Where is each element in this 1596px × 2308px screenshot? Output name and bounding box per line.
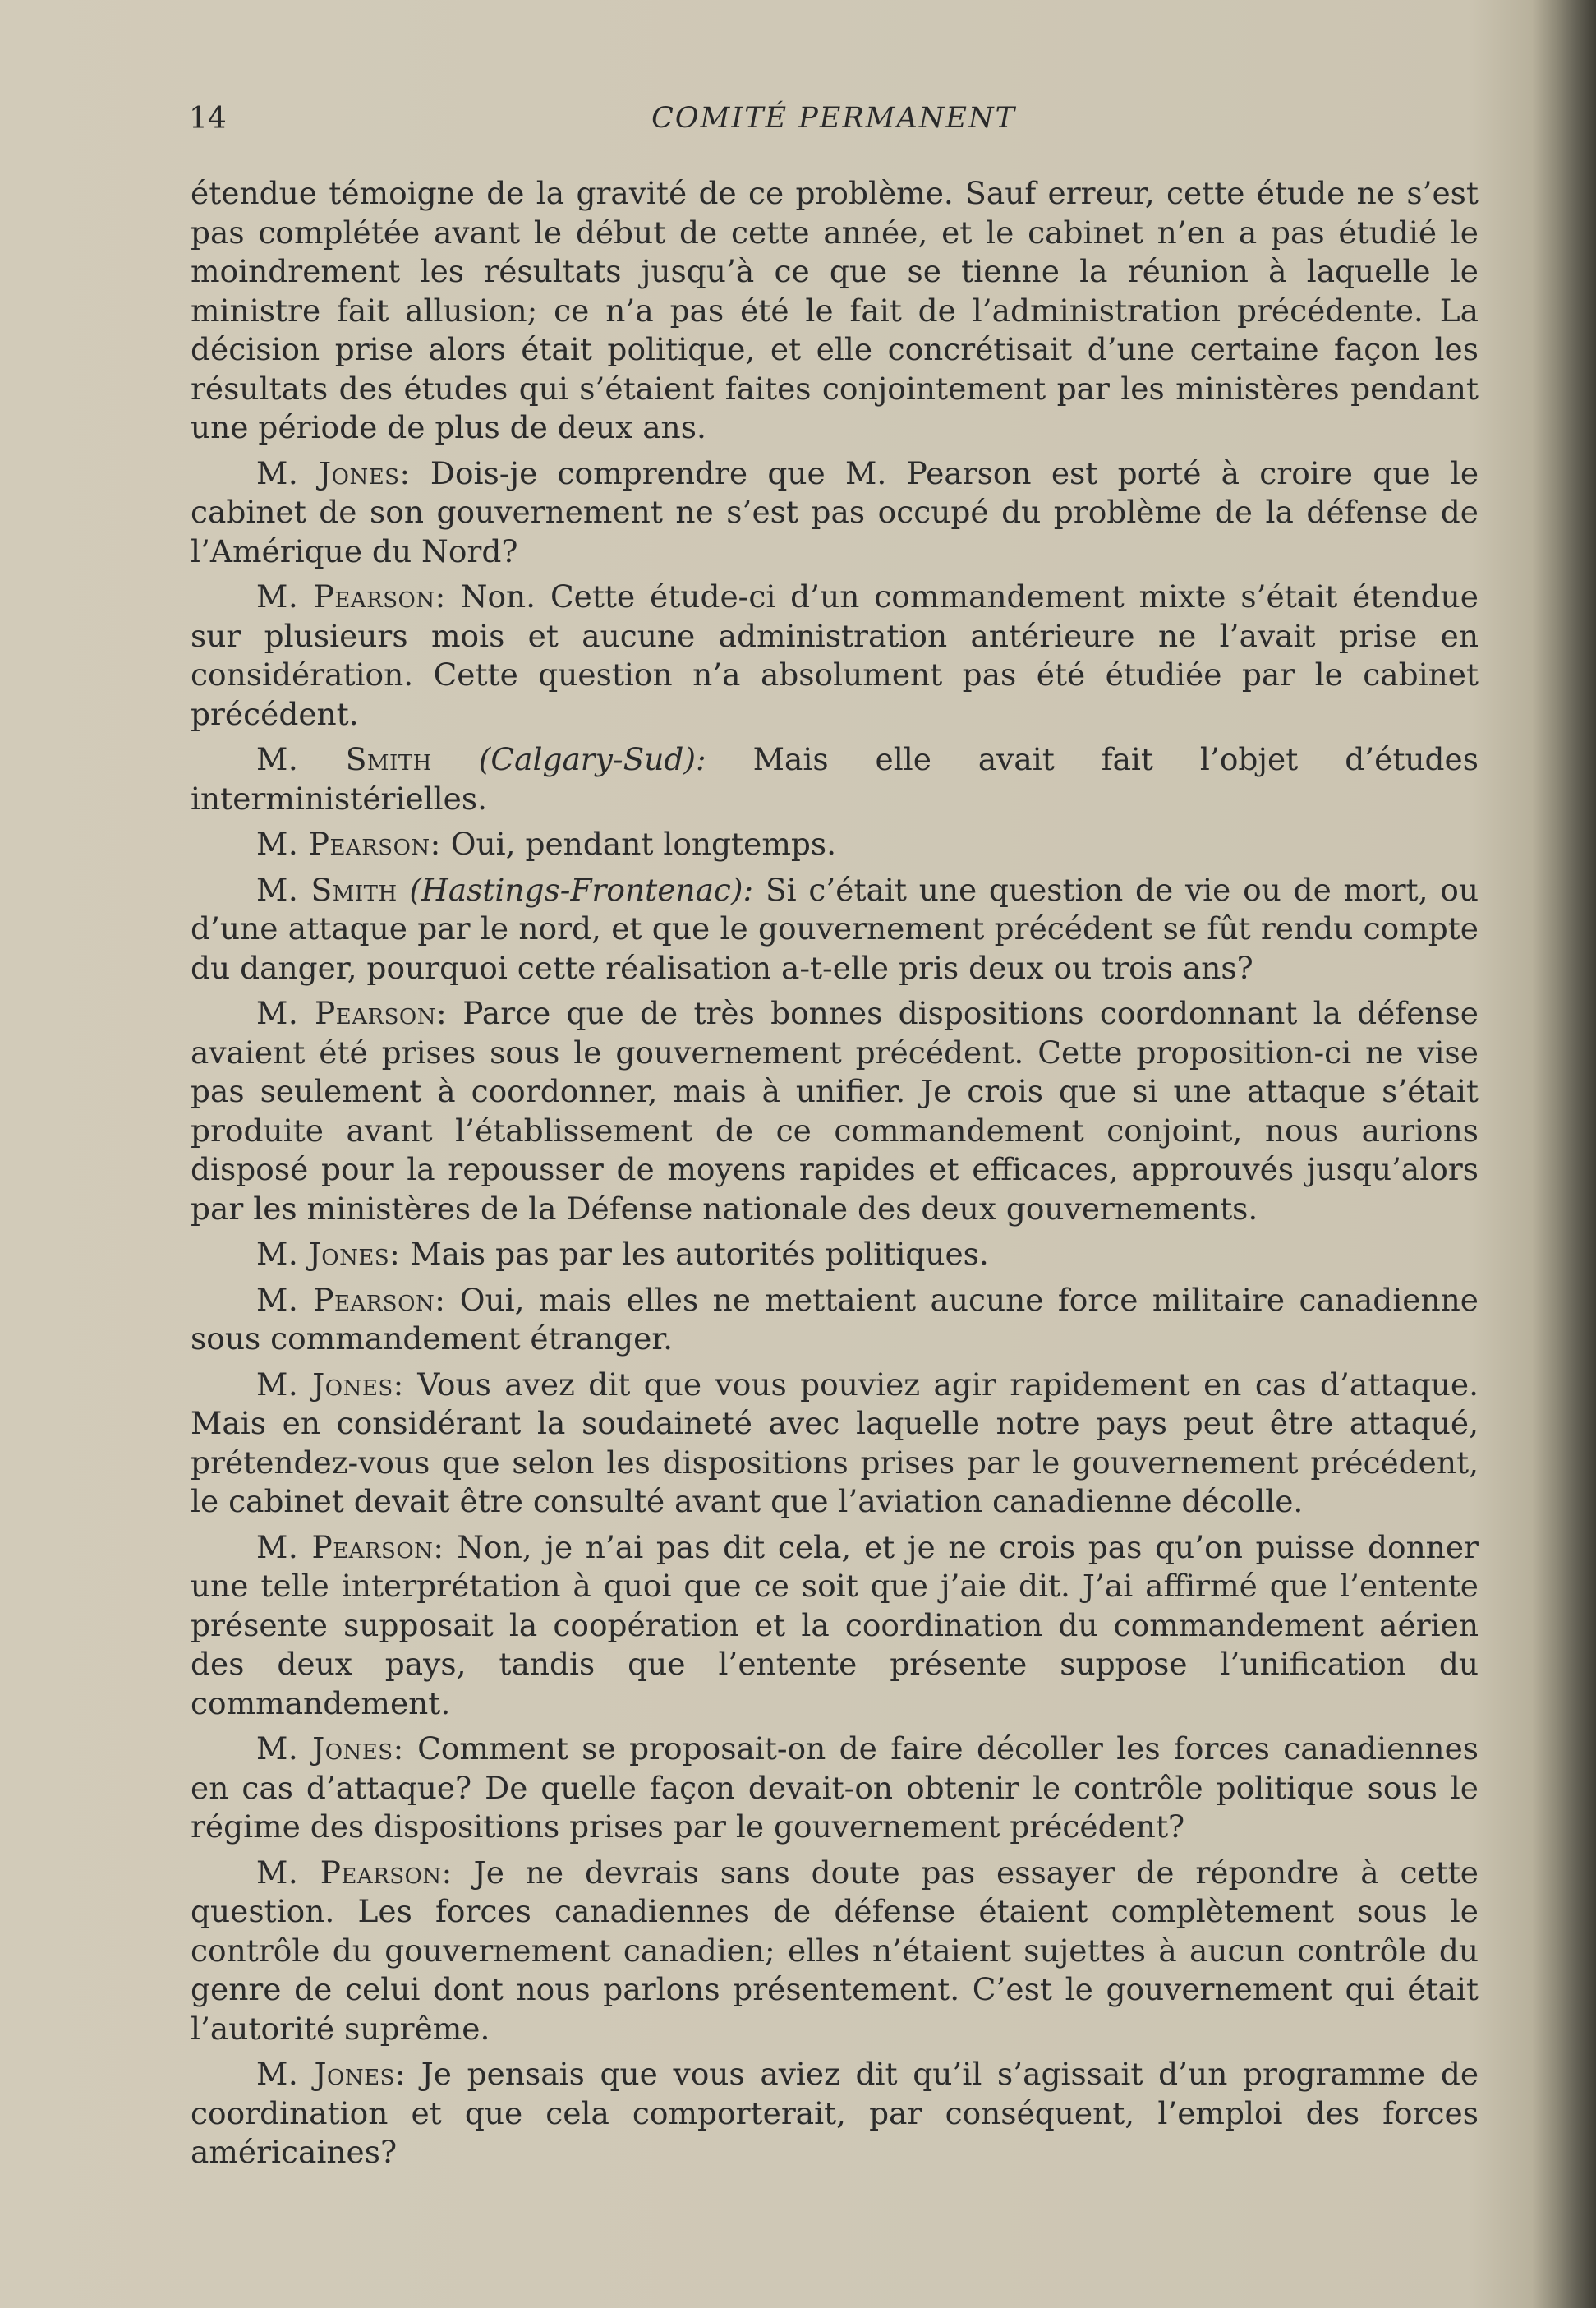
speech-text: Mais pas par les autorités politiques. — [410, 1236, 989, 1272]
speech-jones-5 — [191, 2055, 1479, 2172]
speaker-name: M. Jones: — [256, 2056, 407, 2092]
speaker-name: M. Jones: — [256, 1730, 404, 1767]
speech-text: Je ne devrais sans doute pas essayer de répondre à cette question. Les forces canadiennes de défense étaient complètement sous le contrôle du gouvernement canadien; elles n’étaient sujettes à aucun contrôle du genre de celui dont nous parlons présentement. C’est le gouvernement qui était l’autorité suprême. — [191, 1854, 1479, 2047]
speaker-riding: (Hastings-Frontenac): — [409, 871, 754, 908]
speech-jones-4 — [191, 1730, 1479, 1847]
speaker-name: M. Pearson: — [256, 578, 446, 615]
speech-text: Comment se proposait-on de faire décoller les forces canadiennes en cas d’attaque? De quelle façon devait-on obtenir le contrôle politique sous le régime des dispositions prises par le gouvernement précédent? — [191, 1730, 1479, 1845]
paragraph-text: étendue témoigne de la gravité de ce problème. Sauf erreur, cette étude ne s’est pas complétée avant le début de cette année, et le cabinet n’en a pas étudié le moindrement les résultats jusqu’à ce que se tienne la réunion à laquelle le ministre fait allusion; ce n’a pas été le fait de l’administration précédente. La décision prise alors était politique, et elle concrétisait d’une certaine façon les résultats des études qui s’étaient faites conjointement par les ministères pendant une période de plus de deux ans. — [191, 175, 1479, 445]
speech-text: Si c’était une question de vie ou de mort, ou d’une attaque par le nord, et que le gouvernement précédent se fût rendu compte du danger, pourquoi cette réalisation a-t-elle pris deux ou trois ans? — [191, 871, 1479, 986]
speaker-name: M. Jones: — [256, 454, 411, 491]
page-header — [189, 97, 1479, 146]
speech-jones-1 — [191, 454, 1479, 572]
speech-pearson-5 — [191, 1528, 1479, 1724]
speech-pearson-6 — [191, 1854, 1479, 2049]
speech-smith-hastings — [191, 871, 1479, 988]
speaker-name: M. Pearson: — [256, 826, 441, 862]
speaker-riding: (Calgary-Sud): — [478, 741, 706, 777]
body-text — [191, 174, 1479, 2172]
paragraph-continuation — [191, 174, 1479, 448]
speech-text: Oui, pendant longtemps. — [450, 826, 837, 862]
speech-text: Non, je n’ai pas dit cela, et je ne crois pas qu’on puisse donner une telle interprétation à quoi que ce soit que j’aie dit. J’ai affirmé que l’entente présente supposait la coopération et la coordination du commandement aérien des deux pays, tandis que l’entente présente suppose l’unification du commandement. — [191, 1528, 1479, 1721]
speech-text: Vous avez dit que vous pouviez agir rapidement en cas d’attaque. Mais en considérant la soudaineté avec laquelle notre pays peut être attaqué, prétendez-vous que selon les dispositions prises par le gouvernement précédent, le cabinet devait être consulté avant que l’aviation canadienne décolle. — [191, 1366, 1479, 1519]
speech-pearson-3 — [191, 994, 1479, 1228]
speech-text: Mais elle avait fait l’objet d’études interministérielles. — [191, 741, 1479, 817]
speaker-name: M. Pearson: — [256, 1281, 446, 1318]
speech-jones-3 — [191, 1366, 1479, 1522]
speech-smith-calgary — [191, 740, 1479, 818]
speaker-name: M. Pearson: — [256, 1528, 444, 1565]
speech-text: Je pensais que vous aviez dit qu’il s’agissait d’un programme de coordination et que cela comporterait, par conséquent, l’emploi des forces américaines? — [191, 2056, 1479, 2170]
speaker-name: M. Smith — [256, 741, 432, 777]
page-number: 14 — [189, 102, 227, 136]
running-head: COMITÉ PERMANENT — [651, 102, 1016, 135]
speech-text: Oui, mais elles ne mettaient aucune force militaire canadienne sous commandement étranger. — [191, 1281, 1479, 1357]
speech-pearson-4 — [191, 1281, 1479, 1359]
speaker-name: M. Jones: — [256, 1236, 401, 1272]
speaker-name: M. Pearson: — [256, 995, 448, 1031]
speech-text: Dois-je comprendre que M. Pearson est porté à croire que le cabinet de son gouvernement ne s’est pas occupé du problème de la défense de l’Amérique du Nord? — [191, 454, 1479, 569]
speech-text: Parce que de très bonnes dispositions coordonnant la défense avaient été prises sous le gouvernement précédent. Cette proposition-ci ne vise pas seulement à coordonner, mais à unifier. Je crois que si une attaque s’était produite avant l’établissement de ce commandement conjoint, nous aurions disposé pour la repousser de moyens rapides et efficaces, approuvés jusqu’alors par les ministères de la Défense nationale des deux gouvernements. — [191, 995, 1479, 1227]
speech-jones-2 — [191, 1235, 1479, 1274]
speech-pearson-2 — [191, 825, 1479, 864]
speaker-name: M. Jones: — [256, 1366, 404, 1403]
speaker-name: M. Smith — [256, 871, 398, 908]
speech-pearson-1 — [191, 578, 1479, 734]
speaker-name: M. Pearson: — [256, 1854, 453, 1891]
speech-text: Non. Cette étude-ci d’un commandement mixte s’était étendue sur plusieurs mois et aucune administration antérieure ne l’avait prise en considération. Cette question n’a absolument pas été étudiée par le cabinet précédent. — [191, 578, 1479, 732]
